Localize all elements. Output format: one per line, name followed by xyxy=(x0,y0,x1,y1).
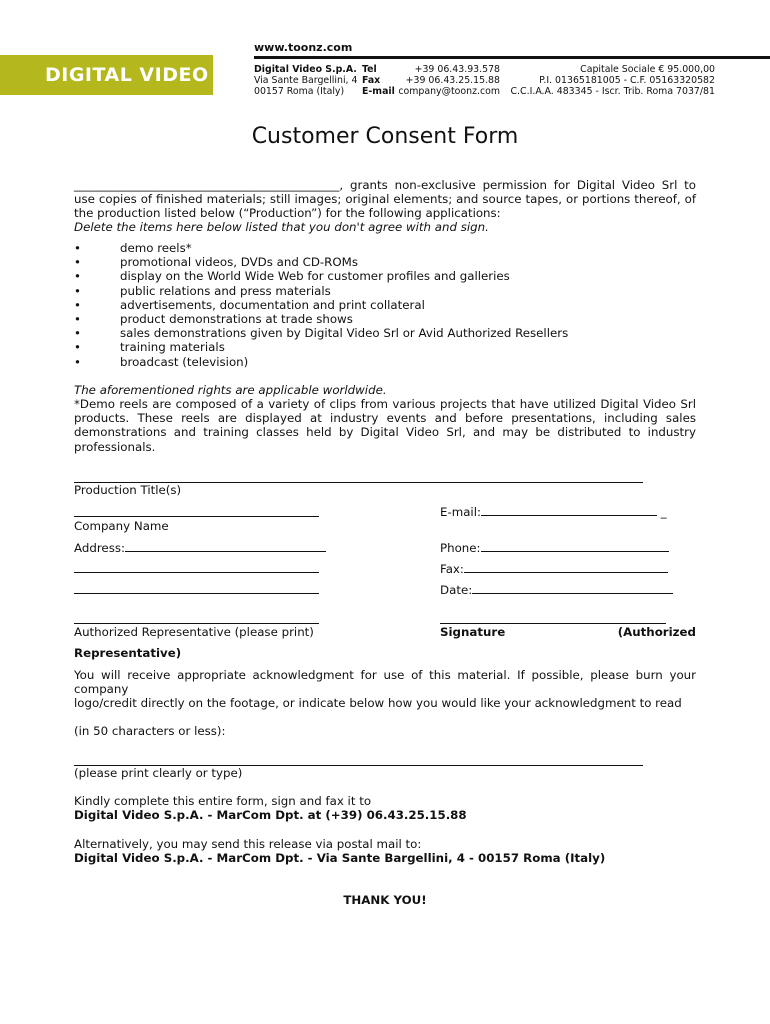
bullet-icon: • xyxy=(74,326,81,341)
bullet-icon: • xyxy=(74,340,81,355)
contact-values xyxy=(398,64,500,97)
fax-value: +39 06.43.25.15.88 xyxy=(405,75,500,86)
logo-text: DIGITAL VIDEO xyxy=(45,64,209,86)
acknowledgment-text-3: (in 50 characters or less): xyxy=(74,724,226,738)
fax-number: Digital Video S.p.A. - MarCom Dpt. at (+39) 06.43.25.15.88 xyxy=(74,808,467,822)
header-divider xyxy=(254,56,770,59)
acknowledgment-text-2: logo/credit directly on the footage, or indicate below how you would like your acknowledgment to read xyxy=(74,696,682,710)
authorized-rep-label: Authorized Representative (please print) xyxy=(74,625,314,639)
bullet-icon: • xyxy=(74,297,81,312)
tel-value: +39 06.43.93.578 xyxy=(414,64,500,75)
email-field[interactable]: E-mail: _ xyxy=(440,505,667,519)
signature-label-role: (Authorized xyxy=(617,625,696,639)
mail-instruction: Alternatively, you may send this release via postal mail to: xyxy=(74,837,422,851)
bullet-icon: • xyxy=(74,255,81,270)
thank-you: THANK YOU! xyxy=(343,893,427,907)
intro-paragraph: _____________________________________________, grants non-exclusive permission for Digital Video Srl to use copies of finished materials; still images; original elements; and source tapes, or portions thereof, of the production listed below (“Production”) for the following applications: xyxy=(74,178,696,221)
bullet-icon: • xyxy=(74,241,81,255)
legal-info xyxy=(500,64,715,97)
company-address-block xyxy=(254,64,357,97)
company-name: Digital Video S.p.A. xyxy=(254,64,357,75)
phone-field[interactable]: Phone: xyxy=(440,540,669,555)
contact-labels xyxy=(362,64,395,97)
vat-number: P.I. 01365181005 - C.F. 05163320582 xyxy=(539,75,715,86)
fax-field[interactable]: Fax: xyxy=(440,561,668,576)
bullet-icon: • xyxy=(74,283,81,298)
fax-instruction: Kindly complete this entire form, sign and fax it to xyxy=(74,794,372,808)
mail-address: Digital Video S.p.A. - MarCom Dpt. - Via Sante Bargellini, 4 - 00157 Roma (Italy) xyxy=(74,851,606,865)
address-line-3-field[interactable] xyxy=(74,582,319,597)
signature-label-role-cont: Representative) xyxy=(74,646,182,660)
share-capital: Capitale Sociale € 95.000,00 xyxy=(580,64,715,75)
company-city: 00157 Roma (Italy) xyxy=(254,86,345,97)
production-title-label: Production Title(s) xyxy=(74,483,182,497)
website-url[interactable]: www.toonz.com xyxy=(254,41,353,54)
company-logo xyxy=(0,55,213,95)
bullet-icon: • xyxy=(74,269,81,284)
email-label: E-mail xyxy=(362,86,395,97)
fax-label: Fax xyxy=(362,75,381,86)
company-name-field[interactable] xyxy=(74,505,319,520)
company-name-label: Company Name xyxy=(74,519,169,533)
signature-label: Signature xyxy=(440,625,506,639)
email-value[interactable]: company@toonz.com xyxy=(398,86,500,97)
address-line-2-field[interactable] xyxy=(74,561,319,576)
address-field[interactable]: Address: xyxy=(74,540,326,555)
print-note: (please print clearly or type) xyxy=(74,766,243,780)
page-title: Customer Consent Form xyxy=(251,124,519,149)
date-field[interactable]: Date: xyxy=(440,582,673,597)
bullet-icon: • xyxy=(74,354,81,369)
rights-note: The aforementioned rights are applicable worldwide. xyxy=(74,383,387,397)
tel-label: Tel xyxy=(362,64,377,75)
bullet-icon: • xyxy=(74,312,81,326)
registry-number: C.C.I.A.A. 483345 - Iscr. Trib. Roma 7037/81 xyxy=(510,86,715,97)
demo-reel-note: *Demo reels are composed of a variety of clips from various projects that have utilized Digital Video Srl products. These reels are displayed at industry events and before presentations, including sales demonstrations and training classes held by Digital Video Srl, and may be distributed to industry professionals. xyxy=(74,397,696,454)
acknowledgment-text-1: You will receive appropriate acknowledgment for use of this material. If possible, please burn your company xyxy=(74,668,696,697)
instruction-text: Delete the items here below listed that you don't agree with and sign. xyxy=(74,220,489,234)
company-street: Via Sante Bargellini, 4 xyxy=(254,75,358,86)
